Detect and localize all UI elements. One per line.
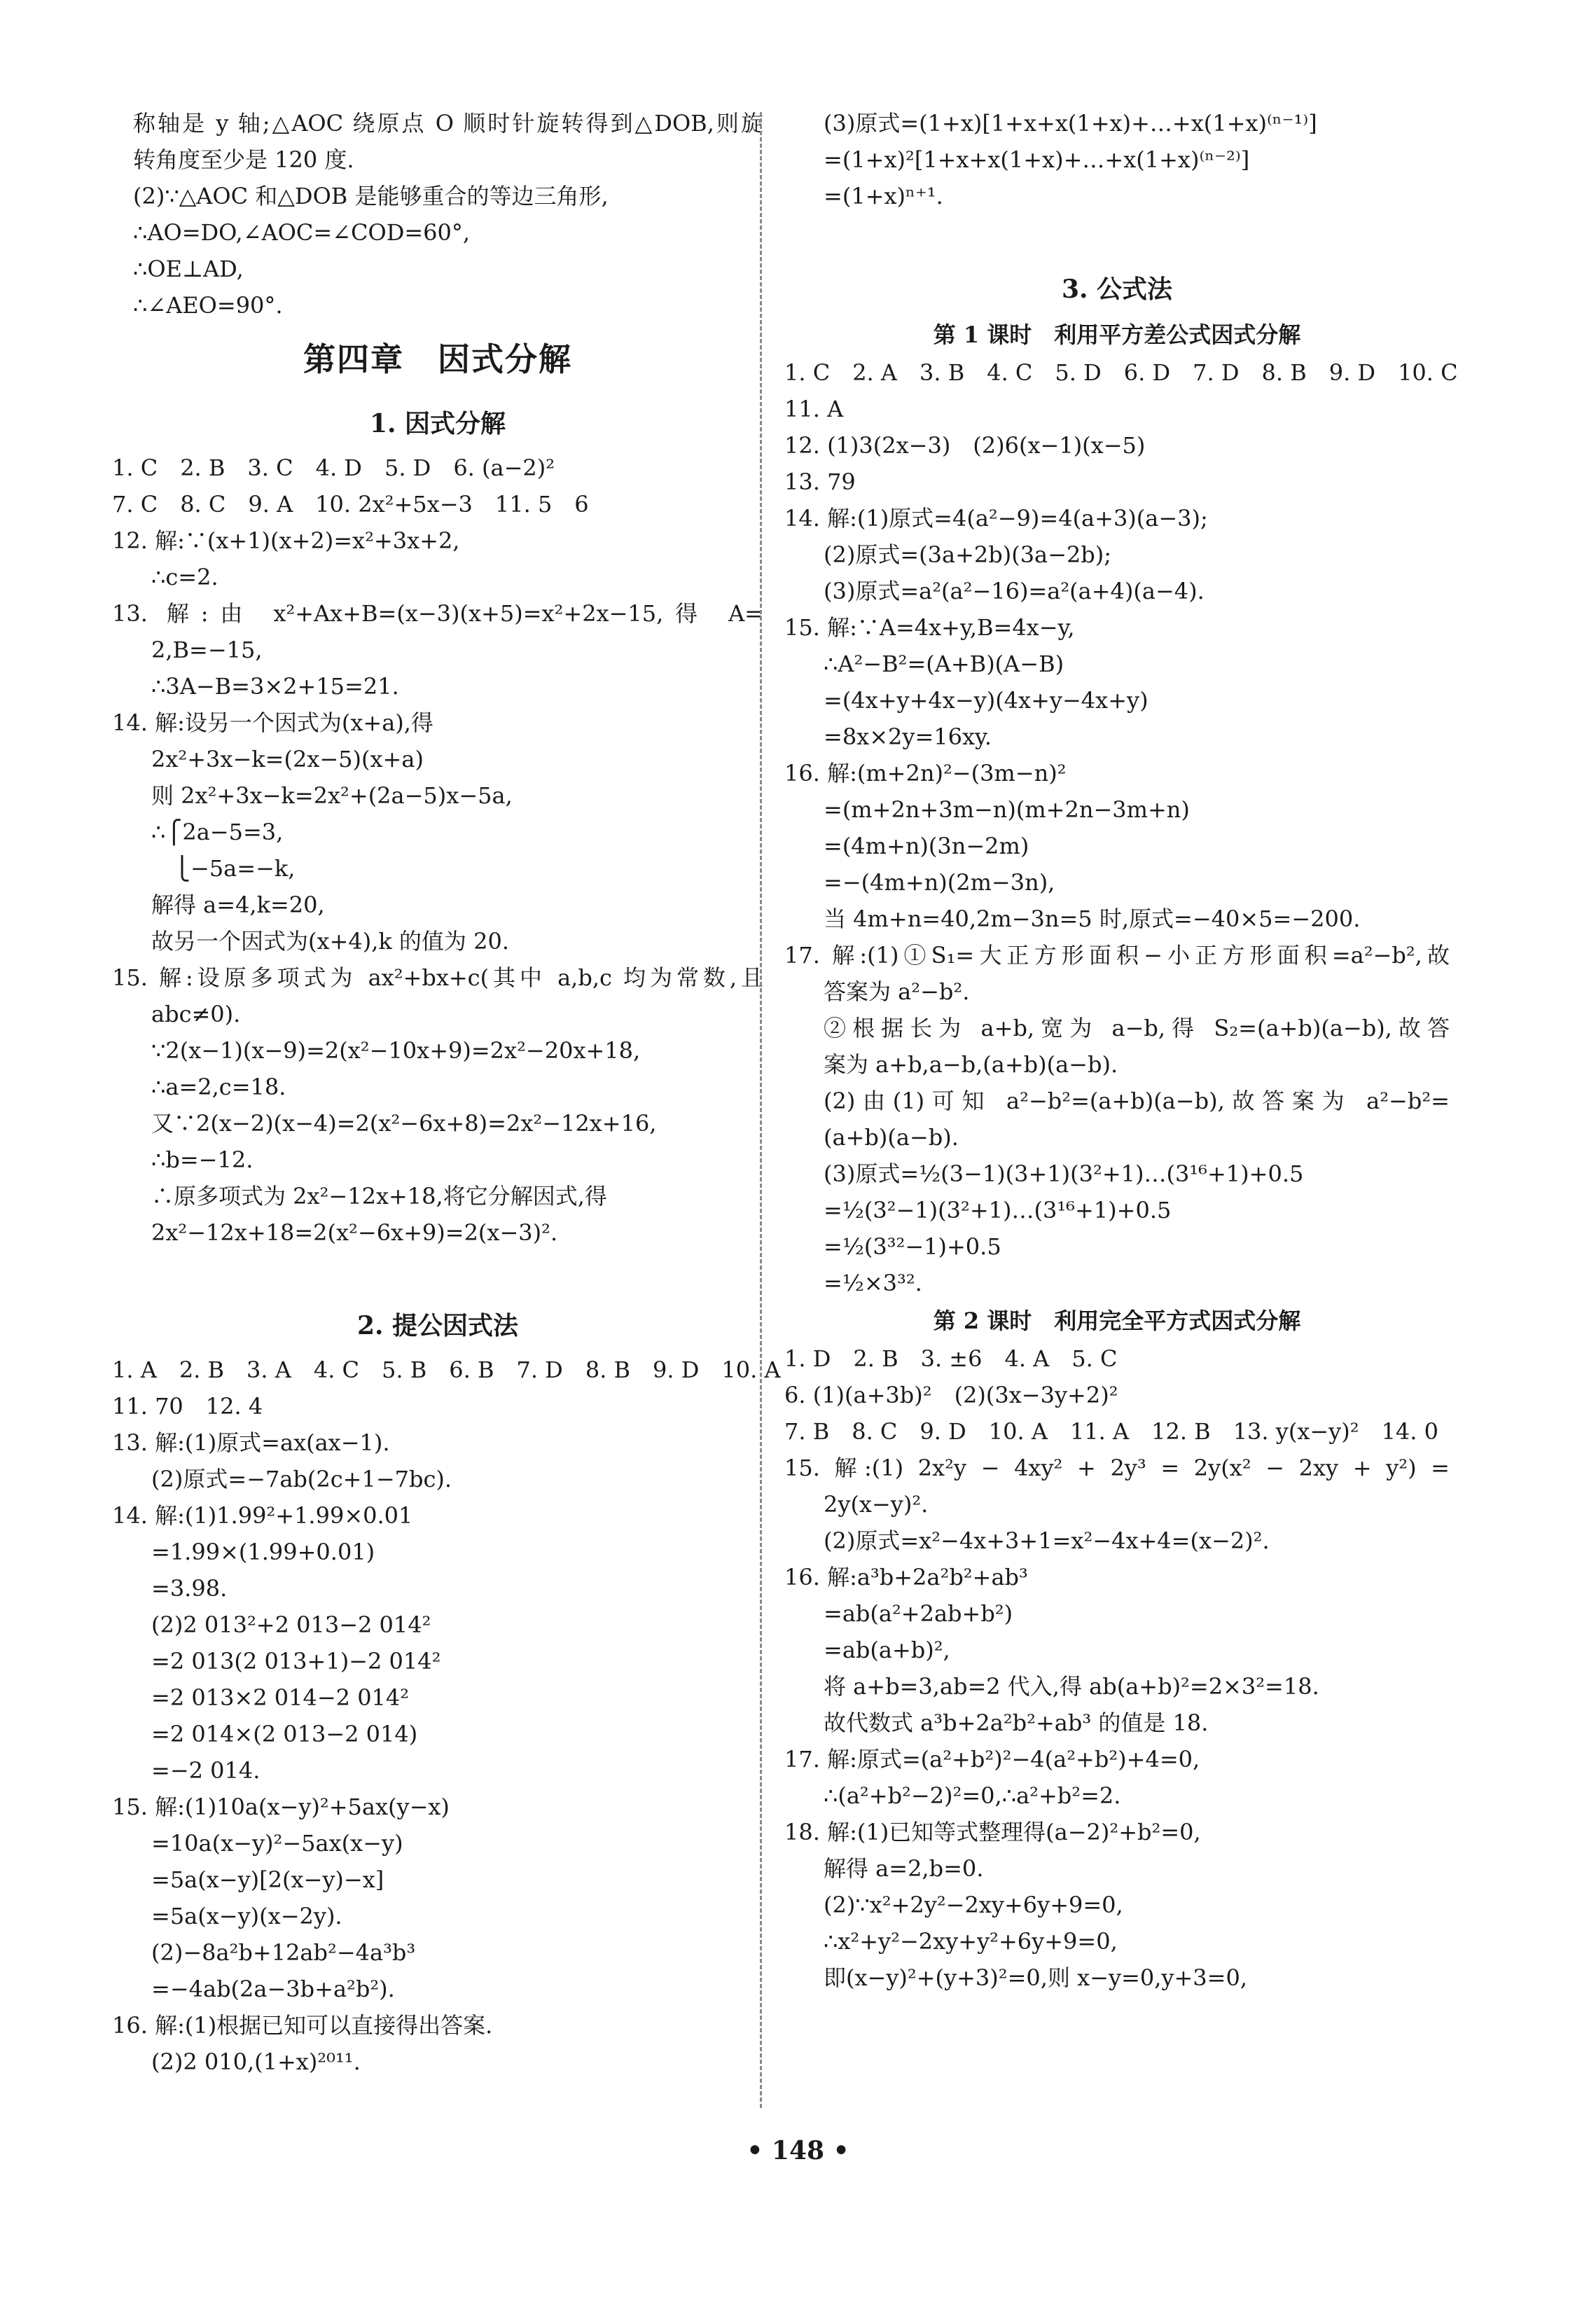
- text-line: 13. 解:由 x²+Ax+B=(x−3)(x+5)=x²+2x−15,得 A=: [112, 600, 763, 627]
- text-line: (2)∵△AOC 和△DOB 是能够重合的等边三角形,: [133, 183, 609, 209]
- text-line: =½(3²−1)(3²+1)…(3¹⁶+1)+0.5: [824, 1197, 1172, 1223]
- text-line: 11. A: [784, 396, 844, 422]
- text-line: =(1+x)ⁿ⁺¹.: [824, 183, 943, 209]
- text-line: ∴AO=DO,∠AOC=∠COD=60°,: [133, 219, 471, 246]
- text-line: 1. C 2. B 3. C 4. D 5. D 6. (a−2)²: [112, 455, 555, 481]
- text-line: ∴a=2,c=18.: [151, 1074, 286, 1100]
- text-line: 14. 解:(1)原式=4(a²−9)=4(a+3)(a−3);: [784, 505, 1208, 532]
- text-line: (2)原式=−7ab(2c+1−7bc).: [151, 1466, 452, 1492]
- text-line: 2x²−12x+18=2(x²−6x+9)=2(x−3)².: [151, 1219, 558, 1246]
- text-line: =(m+2n+3m−n)(m+2n−3m+n): [824, 796, 1190, 823]
- text-line: ∴⎧2a−5=3,: [151, 819, 284, 845]
- text-line: =−(4m+n)(2m−3n),: [824, 869, 1055, 896]
- text-line: 2x²+3x−k=(2x−5)(x+a): [151, 746, 424, 772]
- right-column: [784, 105, 1458, 1996]
- text-line: =2 013(2 013+1)−2 014²: [151, 1648, 441, 1674]
- text-line: (2)原式=x²−4x+3+1=x²−4x+4=(x−2)².: [824, 1527, 1270, 1554]
- text-line: (2)由(1)可知 a²−b²=(a+b)(a−b),故答案为 a²−b²=: [824, 1088, 1450, 1114]
- text-line: (3)原式=½(3−1)(3+1)(3²+1)…(3¹⁶+1)+0.5: [824, 1160, 1304, 1187]
- text-line: ⎩−5a=−k,: [151, 855, 296, 882]
- text-line: ∴∠AEO=90°.: [133, 292, 283, 319]
- text-line: 15. 解:∵A=4x+y,B=4x−y,: [784, 614, 1075, 641]
- section-title: 1. 因式分解: [369, 409, 506, 438]
- text-line: =½×3³².: [824, 1270, 922, 1296]
- text-line: 13. 解:(1)原式=ax(ax−1).: [112, 1429, 390, 1456]
- text-line: 解得 a=2,b=0.: [824, 1855, 984, 1882]
- text-line: =5a(x−y)[2(x−y)−x]: [151, 1866, 384, 1893]
- spacer: [784, 214, 1450, 261]
- text-line: =5a(x−y)(x−2y).: [151, 1903, 342, 1929]
- text-line: 转角度至少是 120 度.: [133, 146, 354, 173]
- text-line: =2 014×(2 013−2 014): [151, 1721, 418, 1747]
- text-line: 15. 解:(1)10a(x−y)²+5ax(y−x): [112, 1794, 450, 1820]
- text-line: ∴b=−12.: [151, 1146, 254, 1173]
- section-title: 3. 公式法: [1061, 275, 1173, 304]
- text-line: ∴A²−B²=(A+B)(A−B): [824, 651, 1064, 677]
- text-line: ∴原多项式为 2x²−12x+18,将它分解因式,得: [151, 1183, 607, 1209]
- text-line: 16. 解:(1)根据已知可以直接得出答案.: [112, 2012, 493, 2039]
- text-line: =1.99×(1.99+0.01): [151, 1539, 375, 1565]
- text-line: =8x×2y=16xy.: [824, 723, 992, 750]
- text-line: 又∵2(x−2)(x−4)=2(x²−6x+8)=2x²−12x+16,: [151, 1110, 657, 1137]
- text-line: 故另一个因式为(x+4),k 的值为 20.: [151, 928, 509, 955]
- text-line: 15. 解:(1) 2x²y − 4xy² + 2y³ = 2y(x² − 2xy + y²) =: [784, 1455, 1450, 1481]
- text-line: 即(x−y)²+(y+3)²=0,则 x−y=0,y+3=0,: [824, 1964, 1247, 1991]
- text-line: 当 4m+n=40,2m−3n=5 时,原式=−40×5=−200.: [824, 906, 1361, 932]
- text-line: =3.98.: [151, 1575, 228, 1602]
- text-line: 将 a+b=3,ab=2 代入,得 ab(a+b)²=2×3²=18.: [824, 1673, 1319, 1700]
- left-column: [112, 105, 781, 2080]
- text-line: =(1+x)²[1+x+x(1+x)+…+x(1+x)⁽ⁿ⁻²⁾]: [824, 146, 1250, 173]
- text-line: 故代数式 a³b+2a²b²+ab³ 的值是 18.: [824, 1710, 1209, 1736]
- text-line: 18. 解:(1)已知等式整理得(a−2)²+b²=0,: [784, 1819, 1201, 1845]
- text-line: 16. 解:a³b+2a²b²+ab³: [784, 1564, 1028, 1590]
- text-line: 1. C 2. A 3. B 4. C 5. D 6. D 7. D 8. B 9. D 10. C: [784, 359, 1458, 386]
- text-line: 答案为 a²−b².: [824, 978, 970, 1005]
- text-line: ②根据长为 a+b,宽为 a−b,得 S₂=(a+b)(a−b),故答: [824, 1015, 1450, 1041]
- section-title: 2. 提公因式法: [356, 1311, 519, 1340]
- text-line: 2,B=−15,: [151, 637, 263, 663]
- text-line: (2)−8a²b+12ab²−4a³b³: [151, 1939, 416, 1966]
- text-line: 12. 解:∵(x+1)(x+2)=x²+3x+2,: [112, 527, 460, 554]
- spacer: [112, 1251, 763, 1297]
- lesson-title: 第 1 课时 利用平方差公式因式分解: [933, 321, 1301, 348]
- text-line: =10a(x−y)²−5ax(x−y): [151, 1830, 403, 1857]
- text-line: (a+b)(a−b).: [824, 1124, 959, 1151]
- text-line: =2 013×2 014−2 014²: [151, 1684, 410, 1711]
- text-line: 解得 a=4,k=20,: [151, 892, 325, 918]
- text-line: 14. 解:设另一个因式为(x+a),得: [112, 709, 433, 736]
- text-line: =−2 014.: [151, 1757, 261, 1784]
- text-line: (2)原式=(3a+2b)(3a−2b);: [824, 541, 1112, 568]
- text-line: 1. D 2. B 3. ±6 4. A 5. C: [784, 1345, 1118, 1372]
- text-line: 6. (1)(a+3b)² (2)(3x−3y+2)²: [784, 1382, 1118, 1408]
- text-line: ∴OE⊥AD,: [133, 256, 244, 282]
- lesson-title: 第 2 课时 利用完全平方式因式分解: [933, 1308, 1301, 1334]
- text-line: abc≠0).: [151, 1001, 241, 1027]
- text-line: 7. B 8. C 9. D 10. A 11. A 12. B 13. y(x−y)² 14. 0: [784, 1418, 1438, 1445]
- page-number: • 148 •: [747, 2136, 849, 2165]
- text-line: ∴3A−B=3×2+15=21.: [151, 673, 399, 700]
- text-line: 16. 解:(m+2n)²−(3m−n)²: [784, 760, 1067, 786]
- text-line: 2y(x−y)².: [824, 1491, 929, 1518]
- text-line: 14. 解:(1)1.99²+1.99×0.01: [112, 1502, 413, 1529]
- text-line: (3)原式=(1+x)[1+x+x(1+x)+…+x(1+x)⁽ⁿ⁻¹⁾]: [824, 110, 1317, 137]
- text-line: 案为 a+b,a−b,(a+b)(a−b).: [824, 1051, 1118, 1078]
- text-line: 17. 解:(1)①S₁=大正方形面积−小正方形面积=a²−b²,故: [784, 942, 1450, 969]
- text-line: 1. A 2. B 3. A 4. C 5. B 6. B 7. D 8. B 9. D 10. A: [112, 1357, 781, 1383]
- text-line: (3)原式=a²(a²−16)=a²(a+4)(a−4).: [824, 578, 1205, 604]
- text-line: ∴c=2.: [151, 564, 218, 590]
- text-line: =ab(a+b)²,: [824, 1637, 950, 1663]
- text-line: =½(3³²−1)+0.5: [824, 1233, 1001, 1260]
- text-line: 称轴是 y 轴;△AOC 绕原点 O 顺时针旋转得到△DOB,则旋: [133, 110, 763, 137]
- text-line: (2)2 010,(1+x)²⁰¹¹.: [151, 2048, 361, 2075]
- text-line: =−4ab(2a−3b+a²b²).: [151, 1976, 395, 2002]
- text-line: =(4m+n)(3n−2m): [824, 833, 1029, 859]
- text-line: =(4x+y+4x−y)(4x+y−4x+y): [824, 687, 1149, 714]
- text-line: 15. 解:设原多项式为 ax²+bx+c(其中 a,b,c 均为常数,且: [112, 964, 763, 991]
- column-divider: [760, 112, 762, 2108]
- text-line: =ab(a²+2ab+b²): [824, 1600, 1013, 1627]
- chapter-title: 第四章 因式分解: [303, 340, 572, 378]
- text-line: (2)∵x²+2y²−2xy+6y+9=0,: [824, 1892, 1123, 1918]
- text-line: ∴(a²+b²−2)²=0,∴a²+b²=2.: [824, 1782, 1121, 1809]
- text-line: 12. (1)3(2x−3) (2)6(x−1)(x−5): [784, 432, 1146, 459]
- text-line: 13. 79: [784, 469, 856, 495]
- text-line: 则 2x²+3x−k=2x²+(2a−5)x−5a,: [151, 782, 513, 809]
- text-line: 17. 解:原式=(a²+b²)²−4(a²+b²)+4=0,: [784, 1746, 1200, 1773]
- text-line: 11. 70 12. 4: [112, 1393, 263, 1420]
- text-line: 7. C 8. C 9. A 10. 2x²+5x−3 11. 5 6: [112, 491, 589, 518]
- text-line: ∴x²+y²−2xy+y²+6y+9=0,: [824, 1928, 1118, 1955]
- text-line: ∵2(x−1)(x−9)=2(x²−10x+9)=2x²−20x+18,: [151, 1037, 641, 1064]
- text-line: (2)2 013²+2 013−2 014²: [151, 1611, 431, 1638]
